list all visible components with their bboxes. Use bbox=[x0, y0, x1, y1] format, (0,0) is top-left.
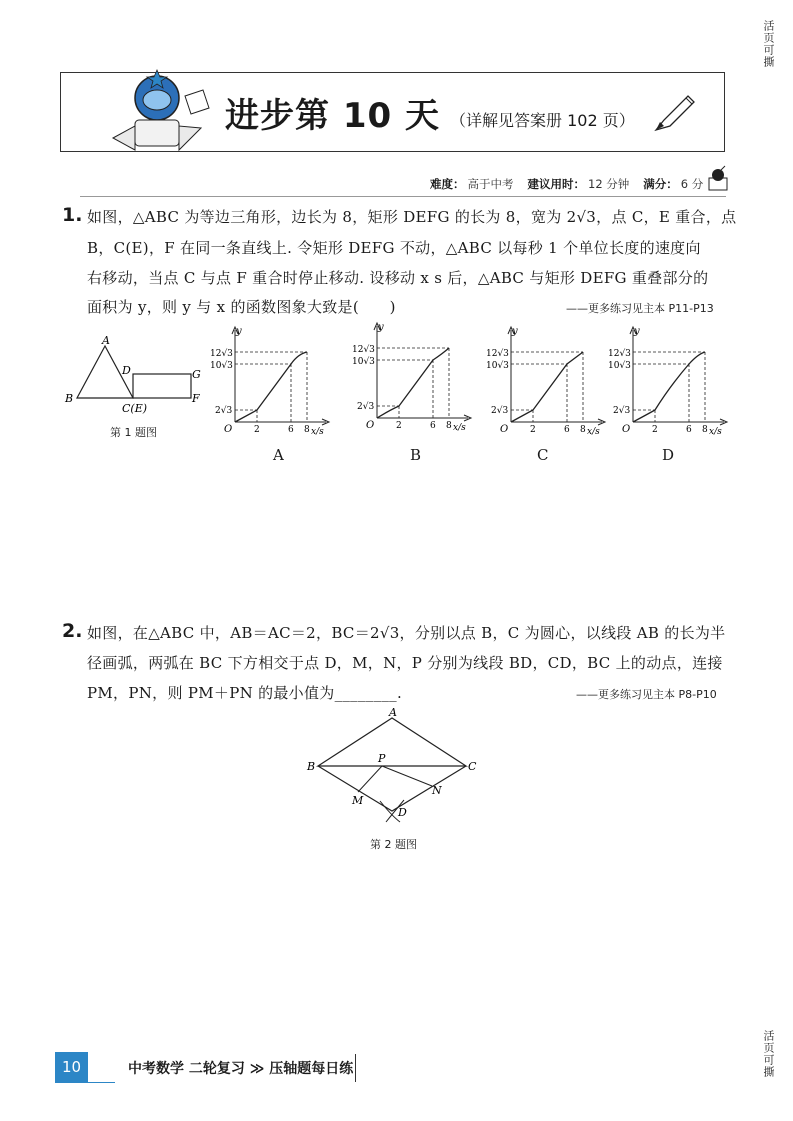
difficulty-label: 难度： bbox=[430, 177, 465, 191]
q2-label-A: A bbox=[389, 706, 397, 719]
footer-rule bbox=[55, 1082, 115, 1083]
q1-graph-c-x8: 8 bbox=[580, 425, 586, 435]
astronaut-illustration-icon bbox=[105, 68, 215, 158]
q1-graph-c-xlabel: x/s bbox=[587, 427, 600, 437]
q1-choice-a[interactable]: A bbox=[273, 446, 284, 464]
q1-graph-c-ylabel: y bbox=[512, 326, 518, 337]
q1-graph-d-tick-2: 2√3 bbox=[613, 406, 631, 416]
q1-graph-b bbox=[352, 318, 482, 433]
q1-graph-a-tick-2: 2√3 bbox=[215, 406, 233, 416]
q1-graph-a-x6: 6 bbox=[288, 425, 294, 435]
q1-graph-b-x2: 2 bbox=[396, 421, 402, 431]
q1-choice-c[interactable]: C bbox=[537, 446, 549, 464]
q1-graph-a-x2: 2 bbox=[254, 425, 260, 435]
q2-label-N: N bbox=[432, 784, 442, 797]
q1-graph-b-origin: O bbox=[366, 420, 375, 431]
q1-graph-b-ylabel: y bbox=[378, 322, 384, 333]
q1-graph-c-x2: 2 bbox=[530, 425, 536, 435]
answer-reference: （详解见答案册 102 页） bbox=[450, 111, 635, 130]
q1-graph-b-x8: 8 bbox=[446, 421, 452, 431]
q1-choice-d[interactable]: D bbox=[662, 446, 675, 464]
q1-number: 1. bbox=[62, 204, 83, 226]
page-number bbox=[55, 1052, 88, 1082]
q1-graph-c bbox=[486, 322, 616, 437]
q2-label-M: M bbox=[352, 794, 364, 807]
q1-figure bbox=[60, 330, 210, 430]
q1-graph-b-tick-12: 12√3 bbox=[352, 345, 375, 355]
q1-graph-d-ylabel: y bbox=[634, 326, 640, 337]
page-number-text: 10 bbox=[61, 1058, 82, 1076]
q2-arc-1 bbox=[380, 801, 400, 822]
q1-graph-d bbox=[608, 322, 738, 437]
q1-graph-b-tick-10: 10√3 bbox=[352, 357, 375, 367]
pen-icon bbox=[650, 90, 698, 135]
q1-graph-b-tick-2: 2√3 bbox=[357, 402, 375, 412]
q2-practice-ref: ——更多练习见主本 P8-P10 bbox=[576, 688, 717, 701]
tear-off-tag-bottom bbox=[760, 1030, 776, 1078]
q2-segment-pn bbox=[382, 766, 432, 786]
q1-graph-a-tick-12: 12√3 bbox=[210, 349, 233, 359]
q1-graph-c-tick-12: 12√3 bbox=[486, 349, 509, 359]
bomb-icon bbox=[706, 164, 730, 192]
q2-line-2: 径画弧，两弧在 BC 下方相交于点 D，M，N，P 分别为线段 BD，CD，BC 上的动点，连接 bbox=[87, 654, 723, 672]
q1-graph-d-xlabel: x/s bbox=[709, 427, 722, 437]
time-label: 建议用时： bbox=[527, 177, 585, 191]
q1-choice-b[interactable]: B bbox=[410, 446, 422, 464]
q1-label-CE: C(E) bbox=[122, 402, 148, 415]
q1-rectangle bbox=[133, 374, 191, 398]
q2-line-1: 如图，在△ABC 中，AB＝AC＝2，BC＝2√3，分别以点 B，C 为圆心，以线段 AB 的长为半 bbox=[87, 624, 726, 642]
q1-graph-c-origin: O bbox=[500, 424, 509, 435]
q2-label-C: C bbox=[468, 760, 477, 773]
score-value: 6 分 bbox=[680, 177, 704, 191]
q1-graph-c-tick-10: 10√3 bbox=[486, 361, 509, 371]
meta-bar bbox=[430, 174, 717, 194]
q1-graph-a-origin: O bbox=[224, 424, 233, 435]
q2-rhombus-lower bbox=[318, 766, 466, 811]
tear-off-tag-bottom-text: 活页可撕 bbox=[762, 1030, 775, 1078]
q1-graph-c-tick-2: 2√3 bbox=[491, 406, 509, 416]
q2-figure-caption: 第 2 题图 bbox=[370, 838, 417, 851]
q1-label-B: B bbox=[65, 392, 74, 405]
q1-figure-caption: 第 1 题图 bbox=[110, 426, 157, 439]
page-title: 进步第 10 天 bbox=[225, 96, 440, 136]
q1-line-2: B，C(E)，F 在同一条直线上. 令矩形 DEFG 不动，△ABC 以每秒 1 个单位长度的速度向 bbox=[87, 239, 701, 257]
score-label: 满分： bbox=[643, 177, 678, 191]
q2-label-P: P bbox=[378, 752, 386, 765]
q1-label-A: A bbox=[102, 334, 110, 347]
q2-line-3: PM，PN，则 PM＋PN 的最小值为________. bbox=[87, 684, 403, 702]
q1-graph-d-tick-10: 10√3 bbox=[608, 361, 631, 371]
tear-off-tag-top bbox=[760, 20, 776, 68]
time-value: 12 分钟 bbox=[588, 177, 630, 191]
q2-label-D: D bbox=[398, 806, 407, 819]
footer-bracket bbox=[355, 1054, 357, 1082]
q2-segment-pm bbox=[358, 766, 382, 792]
q1-label-G: G bbox=[192, 368, 201, 381]
q1-label-D: D bbox=[122, 364, 131, 377]
difficulty-value: 高于中考 bbox=[467, 177, 514, 191]
q1-graph-a bbox=[210, 322, 340, 437]
q1-label-F: F bbox=[192, 392, 200, 405]
q1-graph-b-x6: 6 bbox=[430, 421, 436, 431]
q1-graph-a-xlabel: x/s bbox=[311, 427, 324, 437]
q1-graph-a-tick-10: 10√3 bbox=[210, 361, 233, 371]
q2-triangle bbox=[318, 718, 466, 766]
q2-number: 2. bbox=[62, 620, 83, 642]
q1-line-1: 如图，△ABC 为等边三角形，边长为 8，矩形 DEFG 的长为 8，宽为 2√3，点 C，E 重合，点 bbox=[87, 208, 737, 226]
q1-graph-d-origin: O bbox=[622, 424, 631, 435]
q1-graph-b-xlabel: x/s bbox=[453, 423, 466, 433]
q1-practice-ref: ——更多练习见主本 P11-P13 bbox=[566, 302, 714, 315]
q2-figure bbox=[300, 706, 490, 824]
q1-graph-d-x8: 8 bbox=[702, 425, 708, 435]
q2-label-B: B bbox=[307, 760, 316, 773]
q1-graph-d-x2: 2 bbox=[652, 425, 658, 435]
tear-off-tag-top-text: 活页可撕 bbox=[762, 20, 775, 68]
q1-graph-d-tick-12: 12√3 bbox=[608, 349, 631, 359]
q1-graph-a-x8: 8 bbox=[304, 425, 310, 435]
q1-line-3: 右移动，当点 C 与点 F 重合时停止移动. 设移动 x s 后，△ABC 与矩形 DEFG 重叠部分的 bbox=[87, 269, 709, 287]
meta-divider bbox=[80, 196, 726, 197]
q1-graph-d-x6: 6 bbox=[686, 425, 692, 435]
q1-line-4: 面积为 y，则 y 与 x 的函数图象大致是( ) bbox=[87, 298, 396, 316]
q1-graph-c-x6: 6 bbox=[564, 425, 570, 435]
book-title: 中考数学 二轮复习 ≫ 压轴题每日练 bbox=[128, 1061, 354, 1077]
q1-graph-a-ylabel: y bbox=[236, 326, 242, 337]
